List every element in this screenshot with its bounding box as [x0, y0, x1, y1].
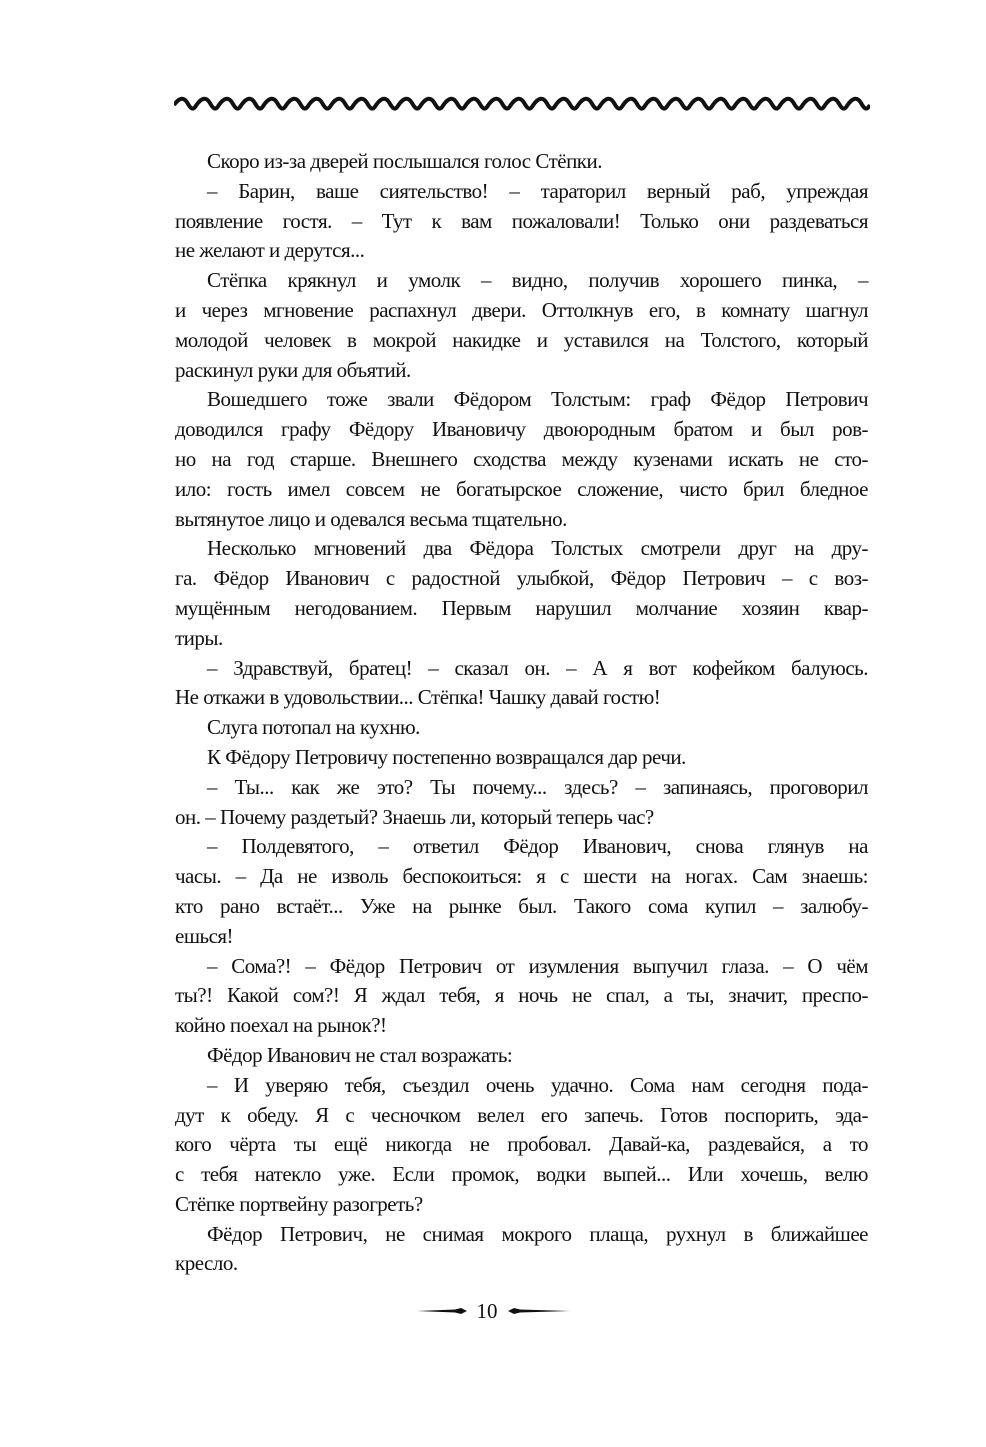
text-line: мущённым негодованием. Первым нарушил молчание хозяин квар- [175, 595, 868, 620]
text-line: кресло. [175, 1251, 238, 1276]
text-line: – Барин, ваше сиятельство! – тараторил верный раб, упреждая [207, 178, 868, 203]
page-number: 10 [476, 1298, 498, 1323]
text-line: – И уверяю тебя, съездил очень удачно. Сома нам сегодня пода- [207, 1072, 868, 1097]
text-line: и через мгновение распахнул двери. Оттолкнув его, в комнату шагнул [175, 297, 868, 322]
text-line: ило: гость имел совсем не богатырское сложение, чисто брил бледное [175, 476, 868, 501]
text-line: Фёдор Петрович, не снимая мокрого плаща, рухнул в ближайшее [207, 1221, 868, 1246]
text-line: молодой человек в мокрой накидке и уставился на Толстого, который [175, 327, 868, 352]
text-line: Фёдор Иванович не стал возражать: [207, 1042, 513, 1067]
text-line: часы. – Да не изволь беспокоиться: я с шести на ногах. Сам знаешь: [175, 864, 868, 889]
text-line: койно поехал на рынок?! [175, 1013, 387, 1038]
body-text [175, 147, 868, 1279]
text-line: Стёпке портвейну разогреть? [175, 1191, 423, 1216]
text-line: Не откажи в удовольствии... Стёпка! Чашку давай гостю! [175, 685, 661, 710]
text-line: с тебя натекло уже. Если промок, водки выпей... Или хочешь, велю [175, 1162, 868, 1187]
text-line: но на год старше. Внешнего сходства между кузенами искать не сто- [175, 446, 868, 471]
text-line: Скоро из-за дверей послышался голос Стёпки. [207, 149, 602, 173]
text-line: Несколько мгновений два Фёдора Толстых смотрели друг на дру- [207, 536, 868, 561]
text-line: не желают и дерутся... [175, 238, 365, 263]
arrow-right-icon [417, 1306, 467, 1316]
text-line: – Ты... как же это? Ты почему... здесь? – запинаясь, проговорил [207, 774, 868, 799]
text-line: Слуга потопал на кухню. [207, 715, 420, 740]
text-line: кого чёрта ты ещё никогда не пробовал. Давай-ка, раздевайся, а то [175, 1132, 868, 1157]
text-line: он. – Почему раздетый? Знаешь ли, который теперь час? [175, 804, 654, 829]
text-line: тиры. [175, 625, 223, 650]
text-line: дут к обеду. Я с чесночком велел его запечь. Готов поспорить, эда- [175, 1102, 868, 1127]
text-line: – Сома?! – Фёдор Петрович от изумления выпучил глаза. – О чём [207, 953, 868, 978]
text-line: Стёпка крякнул и умолк – видно, получив хорошего пинка, – [207, 268, 868, 293]
wave-stroke [174, 99, 870, 109]
text-line: – Полдевятого, – ответил Фёдор Иванович, снова глянув на [207, 834, 868, 859]
text-line: ешься! [175, 923, 234, 948]
text-line: доводился графу Фёдору Ивановичу двоюродным братом и был ров- [175, 417, 868, 442]
text-line: кто рано встаёт... Уже на рынке был. Такого сома купил – залюбу- [175, 893, 868, 918]
text-line: раскинул руки для объятий. [175, 357, 411, 382]
text-line: появление гостя. – Тут к вам пожаловали! Только они раздеваться [175, 208, 868, 233]
text-line: – Здравствуй, братец! – сказал он. – А я вот кофейком балуюсь. [207, 655, 868, 680]
arrow-left-icon [508, 1306, 570, 1316]
page-footer [0, 1296, 986, 1326]
text-line: К Фёдору Петровичу постепенно возвращался дар речи. [207, 744, 686, 769]
text-line: Вошедшего тоже звали Фёдором Толстым: граф Фёдор Петрович [207, 387, 868, 412]
text-line: вытянутое лицо и одевался весьма тщательно. [175, 506, 567, 531]
text-line: ты?! Какой сом?! Я ждал тебя, я ночь не спал, а ты, значит, преспо- [175, 983, 868, 1008]
text-line: га. Фёдор Иванович с радостной улыбкой, Фёдор Петрович – с воз- [175, 566, 868, 591]
wave-rule-icon [174, 94, 870, 116]
